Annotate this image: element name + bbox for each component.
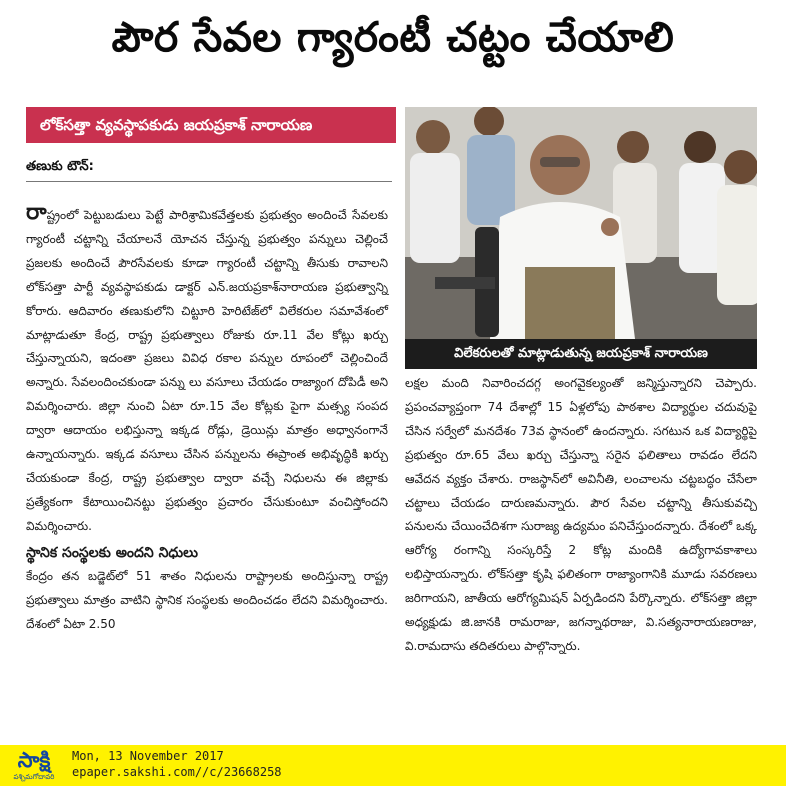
footer-bar bbox=[0, 745, 786, 786]
subheading: స్థానిక సంస్థలకు అందని నిధులు bbox=[26, 544, 198, 561]
article-column-1 bbox=[26, 200, 388, 636]
publication-date: Mon, 13 November 2017 bbox=[72, 749, 224, 763]
epaper-link[interactable]: epaper.sakshi.com//c/23668258 bbox=[72, 765, 282, 779]
paragraph-1 bbox=[26, 200, 388, 539]
logo-edition: పశ్చిమగోదావరి bbox=[13, 773, 55, 781]
article-photo bbox=[405, 107, 757, 339]
dateline: తణుకు టౌన్: bbox=[26, 157, 392, 182]
logo-text: సాక్షి bbox=[17, 748, 51, 772]
headline: పౌర సేవల గ్యారంటీ చట్టం చేయాలి bbox=[111, 13, 675, 61]
press-meet-photo-illustration bbox=[405, 107, 757, 339]
photo-caption: విలేకరులతో మాట్లాడుతున్న జయప్రకాశ్ నారాయణ bbox=[405, 339, 757, 369]
paragraph-2: కేంద్రం తన బడ్జెట్‌లో 51 శాతం నిధులను రాష్ట్రాలకు అందిస్తున్నా రాష్ట్ర ప్రభుత్వాలు మాత్రం వాటిని స్థానిక సంస్థలకు అందించడం లేదని విమర్శించారు. దేశంలో ఏటా 2.50 bbox=[26, 568, 388, 631]
paragraph-3: లక్షల మంది నివారించదగ్గ అంగవైకల్యంతో జన్మిస్తున్నారని చెప్పారు. ప్రపంచవ్యాప్తంగా 74 దేశాల్లో 15 ఏళ్లలోపు పాఠశాల విద్యార్థుల చదువుపై చేసిన సర్వేలో మనదేశం 73వ స్థానంలో ఉందన్నారు. సగటున ఒక విద్యార్థిపై ప్రభుత్వం రూ.65 వేలు ఖర్చు చేస్తున్నా సరైన ఫలితాలు రావడం లేదని ఆవేదన వ్యక్తం చేశారు. రాజస్థాన్‌లో అవినీతి, లంచాలను చట్టబద్ధం చేసేలా చట్టాలు చేయడం దారుణమన్నారు. పౌర సేవల చట్టాన్ని తీసుకువచ్చి పనులను చేయించేదిశగా సురాజ్య ఉద్యమం పనిచేస్తుందన్నారు. దేశంలో ఒక్క ఆరోగ్య రంగాన్ని సంస్కరిస్తే 2 కోట్ల మందికి ఉద్యోగావకాశాలు లభిస్తాయన్నారు. లోక్‌సత్తా కృషి ఫలితంగా రాజ్యాంగానికి మూడు సవరణలు జరిగాయని, జాతీయ ఆరోగ్యమిషన్ ఏర్పడిందని పేర్కొన్నారు. లోక్‌సత్తా జిల్లా అధ్యక్షుడు జి.జానకి రామరాజు, జగన్నాథరాజు, వి.సత్యనారాయణరాజు, వి.రామదాసు తదితరులు పాల్గొన్నారు. bbox=[405, 376, 757, 653]
drop-cap: రా bbox=[26, 200, 47, 225]
article-column-2 bbox=[405, 372, 757, 659]
sakshi-logo bbox=[6, 748, 62, 783]
paragraph-1-text: ష్ట్రంలో పెట్టుబడులు పెట్టే పారిశ్రామికవేత్తలకు ప్రభుత్వం అందించే సేవలకు గ్యారంటీ చట్టాన్ని చేయాలనే యోచన చేస్తున్న ప్రభుత్వం పన్నులు చెల్లించే ప్రజలకు అందించే పౌరసేవలకు కూడా గ్యారంటీ చట్టాన్ని తీసుకు రావాలని లోక్‌సత్తా పార్టీ వ్యవస్థాపకుడు డాక్టర్ ఎన్.జయప్రకాశ్‌నారాయణ ప్రభుత్వాన్ని కోరారు. ఆదివారం తణుకులోని చిట్టూరి హెరిటేజ్‌లో విలేకరుల సమావేశంలో మాట్లాడుతూ కేంద్ర, రాష్ట్ర ప్రభుత్వాలు రోజుకు రూ.11 వేల కోట్లు ఖర్చు చేస్తున్నాయని, ఇదంతా ప్రజలు వివిధ రకాల పన్నుల రూపంలో చెల్లించిందే అన్నారు. సేవలందించకుండా పన్ను లు వసూలు చేయడం రాజ్యాంగ దోపిడీ అని విమర్శించారు. జిల్లా నుంచి ఏటా రూ.15 వేల కోట్లకు పైగా మత్స్య సంపద ద్వారా ఆదాయం లభిస్తున్నా ఇక్కడ రోడ్లు, డ్రెయిన్లు మాత్రం అధ్వానంగానే ఉన్నాయన్నారు. ఇక్కడ వసూలు చేసిన పన్నులను ఈప్రాంత అభివృద్ధికి ఖర్చు చేయకుండా కేంద్ర, రాష్ట్ర ప్రభుత్వాల ద్వారా వచ్చే నిధులను ఈ జిల్లాకు ప్రత్యేకంగా కేటాయించినట్టు ప్రభుత్వం ప్రచారం చేసుకుంటూ వంచిస్తోందని విమర్శించారు. bbox=[26, 208, 388, 533]
byline-banner: లోక్‌సత్తా వ్యవస్థాపకుడు జయప్రకాశ్ నారాయణ bbox=[26, 107, 396, 143]
